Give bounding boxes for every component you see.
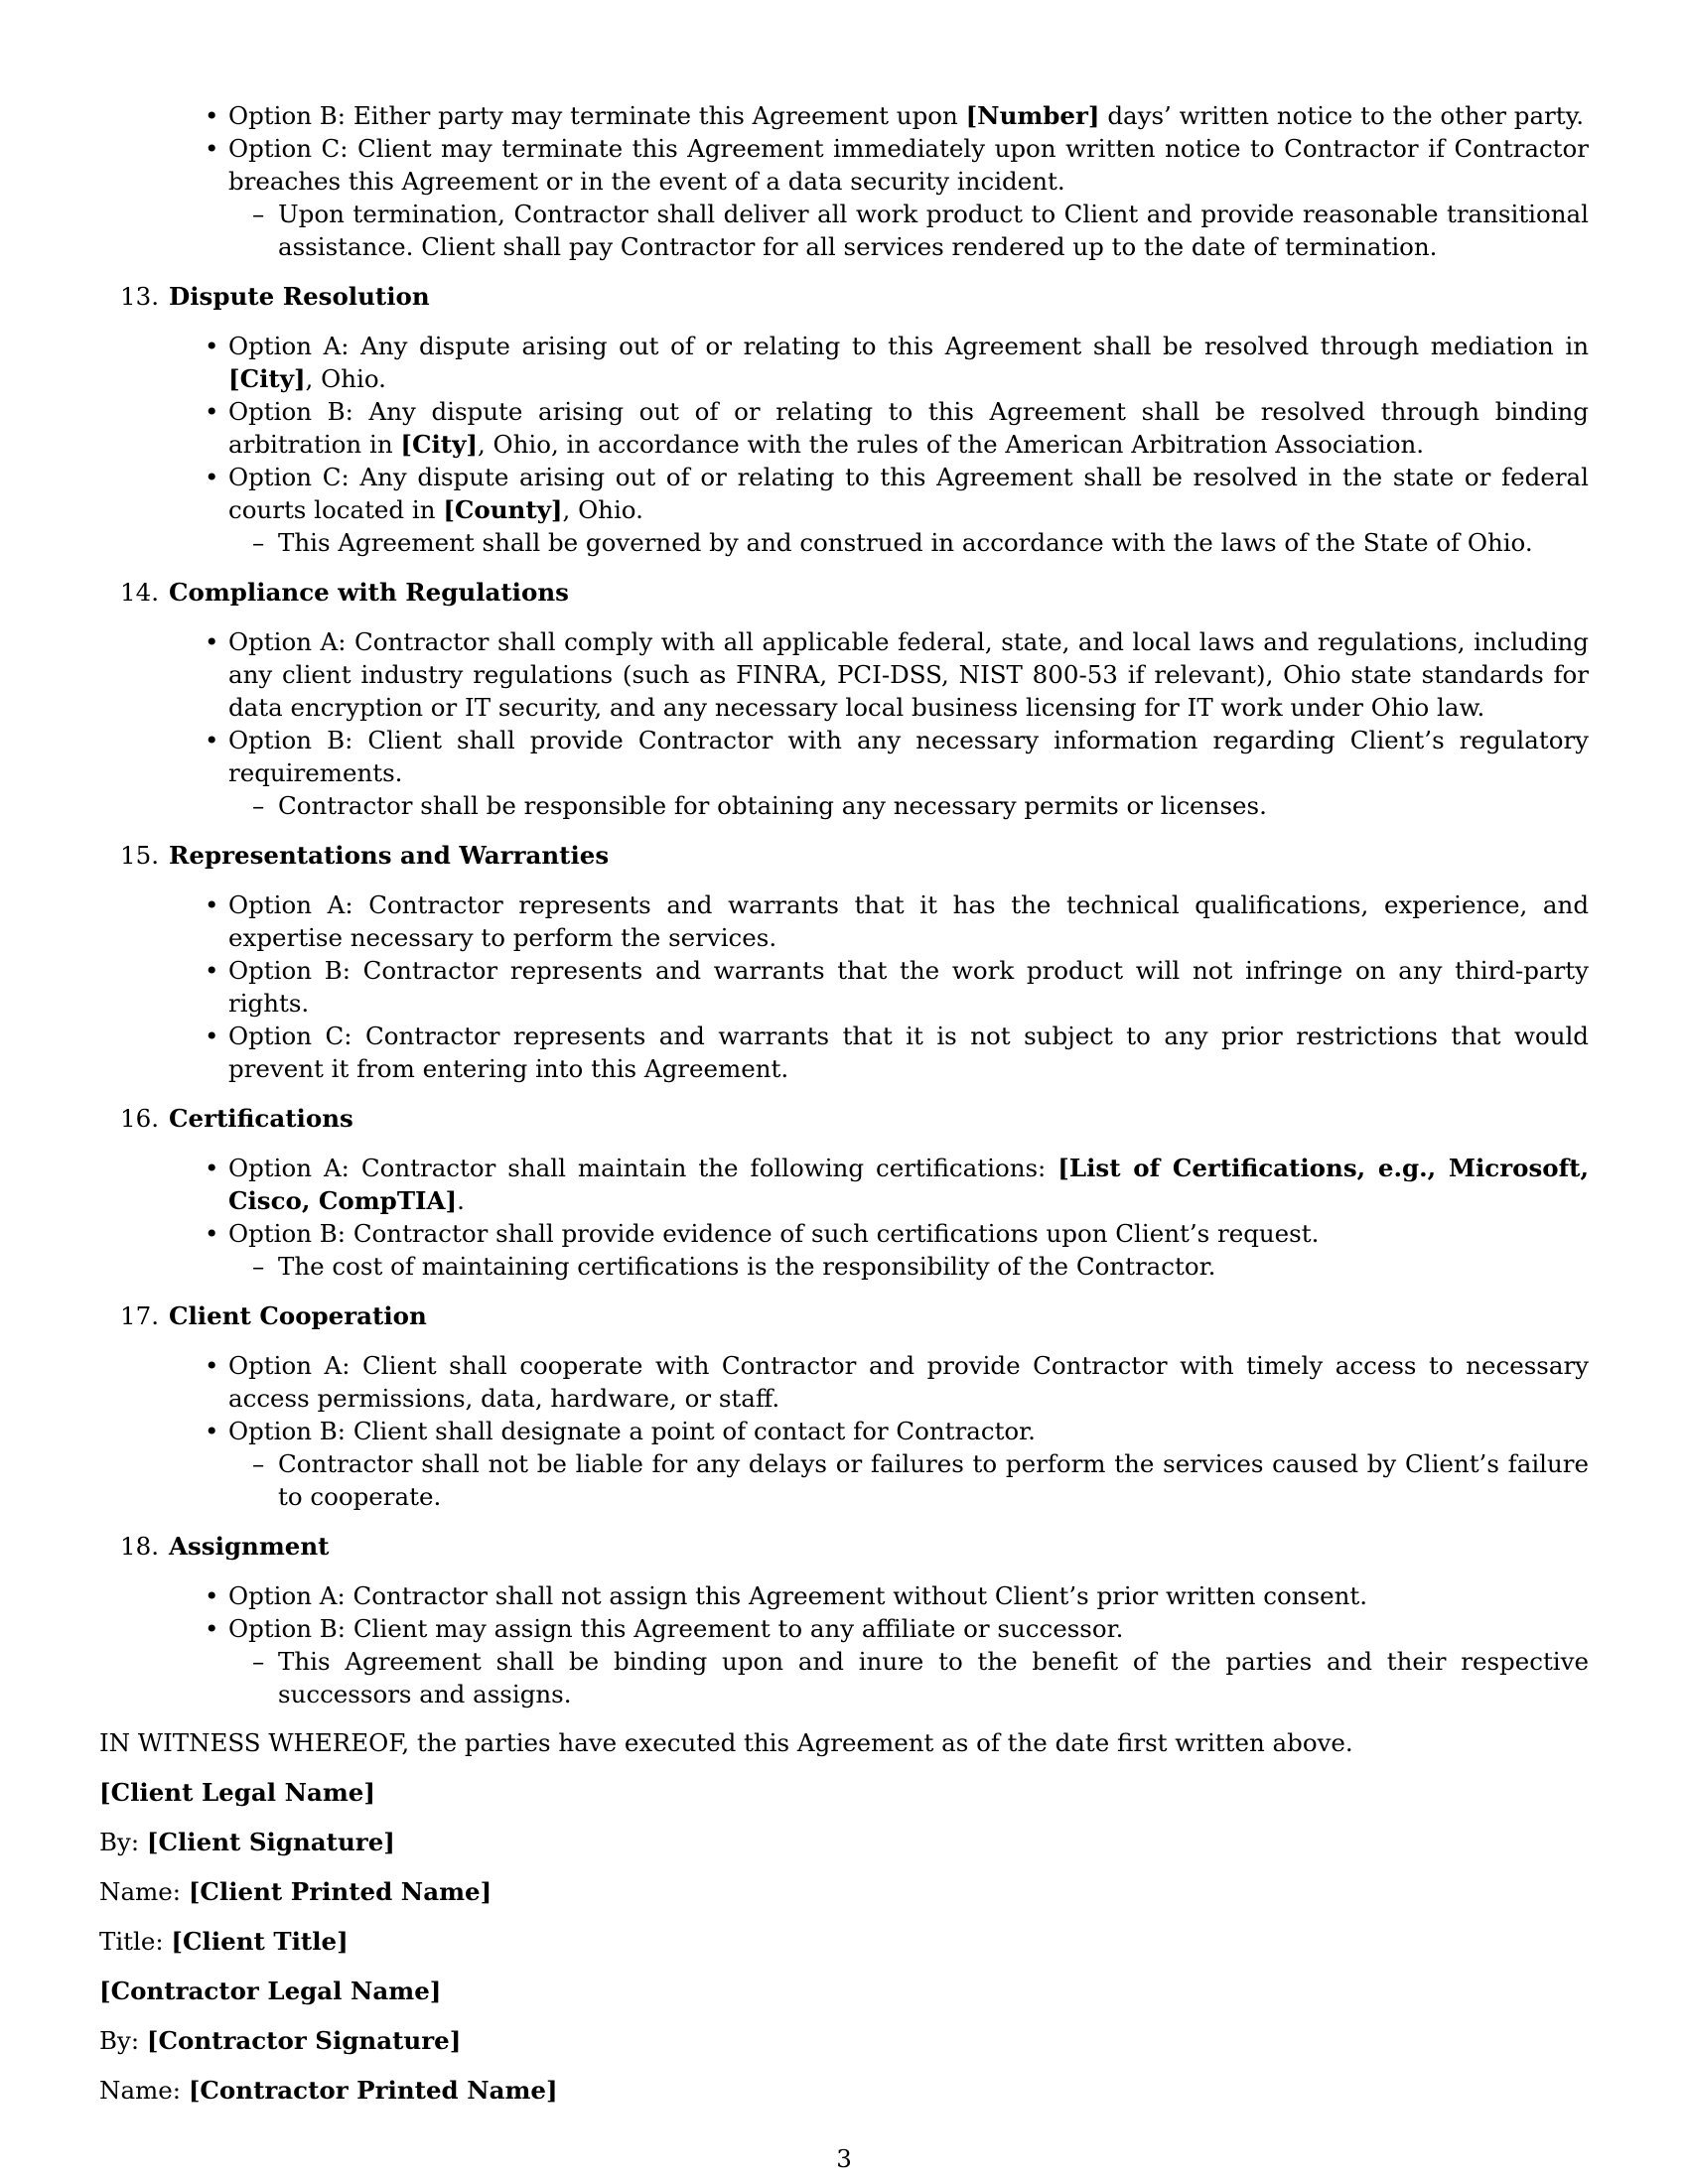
- option-a: • Option A: Client shall cooperate with Contractor and provide Contractor with timely access to necessary access permissions, data, hardware, or staff.: [99, 1349, 1589, 1415]
- option-b: • Option B: Client shall provide Contractor with any necessary information regarding Client’s regulatory requirements.: [99, 724, 1589, 789]
- option-a: • Option A: Any dispute arising out of or relating to this Agreement shall be resolved through mediation in [City], Ohio.: [99, 330, 1589, 395]
- option-b: • Option B: Contractor represents and warrants that the work product will not infringe on any third-party rights.: [99, 954, 1589, 1020]
- option-a: • Option A: Contractor shall maintain the following certifications: [List of Certifications, e.g., Microsoft, Cisco, CompTIA].: [99, 1152, 1589, 1217]
- client-legal-name: [Client Legal Name]: [99, 1778, 375, 1807]
- option-c: • Option C: Contractor represents and warrants that it is not subject to any prior restrictions that would prevent it from entering into this Agreement.: [99, 1020, 1589, 1085]
- option-a: • Option A: Contractor represents and warrants that it has the technical qualifications, experience, and expertise necessary to perform the services.: [99, 888, 1589, 954]
- section-title: Representations and Warranties: [169, 841, 610, 870]
- section-number: 13.: [120, 282, 159, 311]
- option-b: • Option B: Client may assign this Agreement to any affiliate or successor.: [99, 1612, 1589, 1645]
- option-list: [99, 1349, 1589, 1513]
- number-placeholder: [Number]: [965, 101, 1100, 130]
- witness-statement: IN WITNESS WHEREOF, the parties have executed this Agreement as of the date first written above.: [99, 1728, 1353, 1757]
- section-heading: [99, 1530, 1589, 1563]
- certifications-placeholder: [List of Certifications, e.g., Microsoft, Cisco, CompTIA]: [228, 1154, 1589, 1215]
- option-c: • Option C: Any dispute arising out of or relating to this Agreement shall be resolved in the state or federal courts located in [County], Ohio.: [99, 461, 1589, 526]
- termination-option-b: • Option B: Either party may terminate this Agreement upon [Number] days’ written notice to the other party.: [99, 99, 1589, 132]
- section-assignment: [99, 1530, 1589, 1710]
- option-list: [99, 330, 1589, 559]
- client-signature-line: By: [Client Signature]: [99, 1828, 395, 1856]
- option-b: • Option B: Contractor shall provide evidence of such certifications upon Client’s request.: [99, 1217, 1589, 1250]
- section-title: Client Cooperation: [169, 1301, 427, 1330]
- section-title: Dispute Resolution: [169, 282, 430, 311]
- contractor-printed-name-line: Name: [Contractor Printed Name]: [99, 2076, 558, 2105]
- section-client-cooperation: [99, 1299, 1589, 1513]
- client-printed-name-line: Name: [Client Printed Name]: [99, 1877, 492, 1906]
- city-placeholder: [City]: [228, 364, 306, 393]
- termination-option-c: • Option C: Client may terminate this Agreement immediately upon written notice to Contractor if Contractor breaches this Agreement or in the event of a data security incident.: [99, 132, 1589, 198]
- section-heading: [99, 576, 1589, 609]
- section-title: Certifications: [169, 1104, 353, 1133]
- section-representations: [99, 839, 1589, 1085]
- page-number: 3: [836, 2144, 852, 2173]
- section-compliance: [99, 576, 1589, 822]
- termination-options: [99, 99, 1589, 263]
- option-b: • Option B: Client shall designate a point of contact for Contractor.: [99, 1415, 1589, 1447]
- section-number: 16.: [120, 1104, 159, 1133]
- section-number: 18.: [120, 1532, 159, 1561]
- option-list: [99, 888, 1589, 1085]
- option-a: • Option A: Contractor shall comply with all applicable federal, state, and local laws and regulations, including any client industry regulations (such as FINRA, PCI-DSS, NIST 800-53 if relevant), Ohio state standards for data encryption or IT security, and any necessary local business licensing for IT work under Ohio law.: [99, 625, 1589, 724]
- section-title: Compliance with Regulations: [169, 578, 569, 607]
- certification-cost-note: – The cost of maintaining certifications is the responsibility of the Contractor.: [99, 1250, 1589, 1283]
- section-heading: [99, 1102, 1589, 1135]
- client-title-line: Title: [Client Title]: [99, 1927, 349, 1956]
- governing-law-note: – This Agreement shall be governed by and construed in accordance with the laws of the State of Ohio.: [99, 526, 1589, 559]
- section-number: 15.: [120, 841, 159, 870]
- section-heading: [99, 839, 1589, 872]
- section-certifications: [99, 1102, 1589, 1283]
- agreement-body: [99, 99, 1589, 2107]
- termination-note: – Upon termination, Contractor shall deliver all work product to Client and provide reasonable transitional assistance. Client shall pay Contractor for all services rendered up to the date of termination.: [99, 198, 1589, 263]
- city-placeholder: [City]: [400, 430, 478, 459]
- county-placeholder: [County]: [443, 495, 563, 524]
- section-title: Assignment: [169, 1532, 330, 1561]
- option-b: • Option B: Any dispute arising out of or relating to this Agreement shall be resolved through binding arbitration in [City], Ohio, in accordance with the rules of the American Arbitration Association.: [99, 395, 1589, 461]
- section-dispute-resolution: [99, 280, 1589, 559]
- permits-note: – Contractor shall be responsible for obtaining any necessary permits or licenses.: [99, 789, 1589, 822]
- option-a: • Option A: Contractor shall not assign this Agreement without Client’s prior written consent.: [99, 1579, 1589, 1612]
- option-list: [99, 1152, 1589, 1283]
- section-number: 14.: [120, 578, 159, 607]
- contractor-legal-name: [Contractor Legal Name]: [99, 1977, 442, 2005]
- section-number: 17.: [120, 1301, 159, 1330]
- option-list: [99, 625, 1589, 822]
- option-list: [99, 1579, 1589, 1710]
- liability-note: – Contractor shall not be liable for any delays or failures to perform the services caused by Client’s failure to cooperate.: [99, 1447, 1589, 1513]
- section-heading: [99, 1299, 1589, 1332]
- binding-note: – This Agreement shall be binding upon and inure to the benefit of the parties and their respective successors and assigns.: [99, 1645, 1589, 1710]
- section-heading: [99, 280, 1589, 313]
- contractor-signature-line: By: [Contractor Signature]: [99, 2026, 462, 2055]
